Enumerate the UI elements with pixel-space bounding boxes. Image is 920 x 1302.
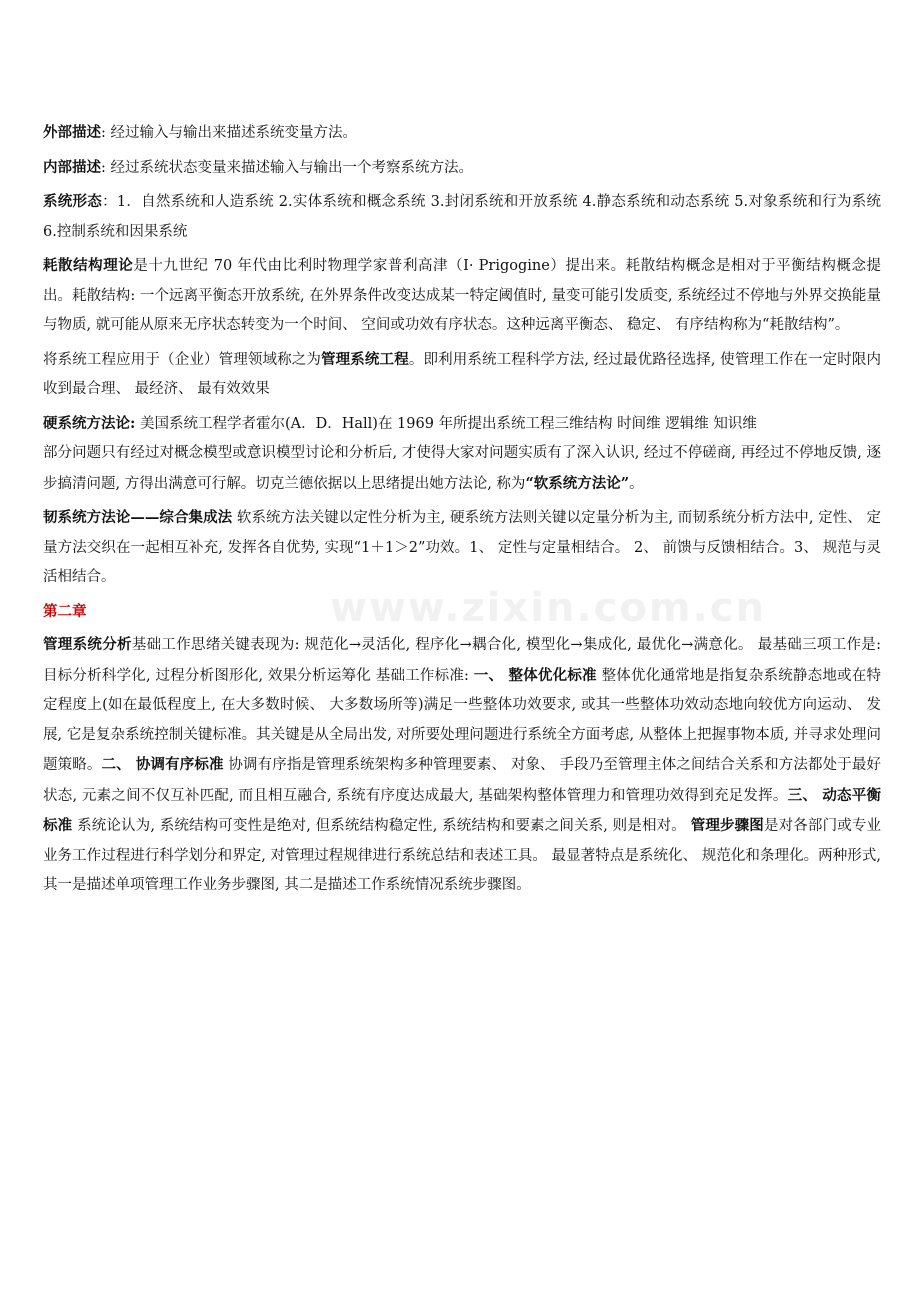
paragraph-internal-description: 内部描述: 经过系统状态变量来描述输入与输出一个考察系统方法。 [43,158,473,176]
term-hard-system-methodology: 硬系统方法论: [43,414,136,432]
paragraph-management-system-analysis: 管理系统分析基础工作思绪关键表现为: 规范化→灵活化, 程序化→耦合化, 模型化→集成化, 最优化→满意化。 最基础三项工作是: 目标分析科学化, 过程分析图形化, 效果分析运筹化 基础工作标准: 一、 整体优化标准 整体优化通常地是指复杂系统静态地或在特定程度上(如在最低程度上, 在大多数时候、 大多数场所等)满足一些整体功效要求, 或其一些整体功效动态地向较优方向运动、 发展, 它是复杂系统控制关键标准。其关键是从全局出发, 对所要处理问题进行系统全方面考虑, 从整体上把握事物本质, 并寻求处理问题策略。二、 协调有序标准 协调有序指是管理系统架构多种管理要素、 对象、 手段乃至管理主体之间结合关系和方法都处于最好状态, 元素之间不仅互补匹配, 而且相互融合, 系统有序度达成最大, 基础架构整体管理力和管理功效得到充足发挥。三、 动态平衡标准 系统论认为, 系统结构可变性是绝对, 但系统结构稳定性, 系统结构和要素之间关系, 则是相对。 管理步骤图是对各部门或专业业务工作过程进行科学划分和界定, 对管理过程规律进行系统总结和表述工具。 最显著特点是系统化、 规范化和条理化。两种形式, 其一是描述单项管理工作业务步骤图, 其二是描述工作系统情况系统步骤图。 [43,636,882,893]
term-management-flowchart: 管理步骤图 [690,817,764,834]
term-management-system-analysis: 管理系统分析 [43,636,132,653]
document-body [43,118,881,905]
term-internal-description: 内部描述 [43,158,101,176]
term-external-description: 外部描述 [43,124,101,141]
term-dissipative-structure: 耗散结构理论 [43,257,134,274]
paragraph-external-description: 外部描述: 经过输入与输出来描述系统变量方法。 [43,124,357,141]
paragraph-management-system-engineering: 将系统工程应用于（企业）管理领域称之为管理系统工程。即利用系统工程科学方法, 经过最优路径选择, 使管理工作在一定时限内收到最合理、 最经济、 最有效效果 [43,350,882,397]
term-system-forms: 系统形态 [43,193,103,210]
paragraph-dissipative-structure: 耗散结构理论是十九世纪 70 年代由比利时物理学家普利高津（I· Prigogine）提出来。耗散结构概念是相对于平衡结构概念提出。耗散结构: 一个远离平衡态开放系统, 在外界条件改变达成某一特定阈值时, 量变可能引发质变, 系统经过不停地与外界交换能量与物质, 就可能从原来无序状态转变为一个时间、 空间或功效有序状态。这种远离平衡态、 稳定、 有序结构称为“耗散结构”。 [43,257,882,333]
term-overall-optimization: 一、 整体优化标准 [473,666,597,684]
term-coordination-order: 二、 协调有序标准 [101,756,224,773]
paragraph-tough-system-methodology: 韧系统方法论——综合集成法 软系统方法关键以定性分析为主, 硬系统方法则关键以定量分析为主, 而韧系统分析方法中, 定性、 定量方法交织在一起相互补充, 发挥各自优势, 实现“1＋1＞2”功效。1、 定性与定量相结合。 2、 前馈与反馈相结合。3、 规范与灵活相结合。 [43,509,881,585]
chapter-heading: 第二章 [43,602,87,620]
term-tough-system-methodology: 韧系统方法论——综合集成法 [43,509,233,526]
paragraph-hard-system-methodology: 硬系统方法论: 美国系统工程学者霍尔(A．D．Hall)在 1969 年所提出系统工程三维结构 时间维 逻辑维 知识维 [43,414,757,432]
paragraph-soft-system-methodology: 部分问题只有经过对概念模型或意识模型讨论和分析后, 才使得大家对问题实质有了深入认识, 经过不停磋商, 再经过不停地反馈, 逐步搞清问题, 方得出满意可行解。切克兰德依据以上思绪提出她方法论, 称为“软系统方法论”。 [43,445,881,492]
term-management-system-engineering: 管理系统工程 [321,350,409,368]
term-soft-system-methodology: “软系统方法论” [525,474,630,492]
watermark: www.zixin.com.cn [330,585,766,631]
term-dynamic-balance: 三、 动态平衡标准 [43,786,881,834]
paragraph-system-forms: 系统形态：1．自然系统和人造系统 2.实体系统和概念系统 3.封闭系统和开放系统 4.静态系统和动态系统 5.对象系统和行为系统 6.控制系统和因果系统 [43,193,882,240]
